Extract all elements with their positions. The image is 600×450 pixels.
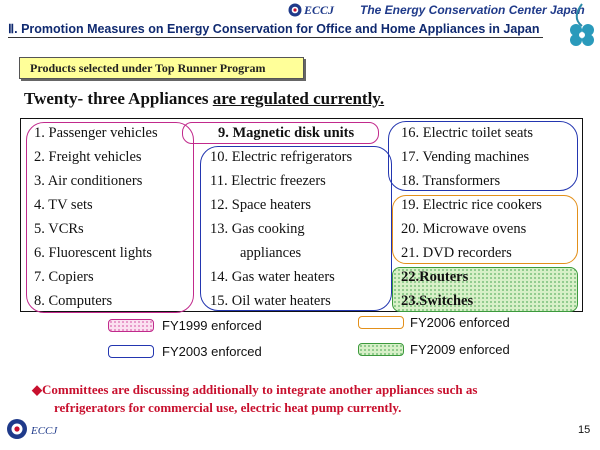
header-logo-text: ECCJ bbox=[304, 3, 335, 17]
appliance-item: 3. Air conditioners bbox=[34, 173, 143, 189]
eccj-footer-logo-icon bbox=[6, 418, 28, 440]
note-line-2: refrigerators for commercial use, electric heat pump currently. bbox=[54, 400, 402, 415]
appliance-item: 9. Magnetic disk units bbox=[218, 125, 355, 141]
appliance-item: 10. Electric refrigerators bbox=[210, 149, 353, 165]
legend-label-fy1999: FY1999 enforced bbox=[162, 318, 262, 333]
subtitle bbox=[24, 89, 384, 109]
diamond-bullet-icon: ◆ bbox=[32, 382, 42, 397]
clover-logo-icon bbox=[562, 2, 598, 48]
appliance-item: 22.Routers bbox=[401, 269, 469, 285]
appliance-item: 19. Electric rice cookers bbox=[401, 197, 542, 213]
appliance-item: 20. Microwave ovens bbox=[401, 221, 527, 237]
subtitle-part1: Twenty- three Appliances bbox=[24, 89, 213, 108]
appliance-item: appliances bbox=[240, 245, 302, 261]
appliance-item: 1. Passenger vehicles bbox=[34, 125, 158, 141]
appliance-item: 2. Freight vehicles bbox=[34, 149, 142, 165]
legend-swatch-fy1999 bbox=[108, 319, 154, 332]
slide-title: Ⅱ. Promotion Measures on Energy Conservation for Office and Home Appliances in Japan bbox=[8, 22, 540, 36]
page-number: 15 bbox=[578, 424, 591, 436]
legend-swatch-fy2006 bbox=[358, 316, 404, 329]
title-divider bbox=[8, 37, 543, 38]
legend-label-fy2003: FY2003 enforced bbox=[162, 344, 262, 359]
appliance-item: 6. Fluorescent lights bbox=[34, 245, 153, 261]
appliance-item: 14. Gas water heaters bbox=[210, 269, 335, 285]
appliance-item: 18. Transformers bbox=[401, 173, 501, 189]
appliance-item: 11. Electric freezers bbox=[210, 173, 326, 189]
legend-label-fy2006: FY2006 enforced bbox=[410, 315, 510, 330]
appliance-item: 5. VCRs bbox=[34, 221, 84, 237]
committee-note bbox=[32, 381, 572, 417]
legend-swatch-fy2009 bbox=[358, 343, 404, 356]
header-org-name: The Energy Conservation Center Japan bbox=[360, 3, 585, 17]
footer-logo-text: ECCJ bbox=[31, 425, 58, 437]
appliance-item: 7. Copiers bbox=[34, 269, 94, 285]
appliance-item: 23.Switches bbox=[401, 293, 474, 309]
appliance-item: 8. Computers bbox=[34, 293, 113, 309]
legend-label-fy2009: FY2009 enforced bbox=[410, 342, 510, 357]
subtitle-part2: are regulated currently. bbox=[212, 89, 385, 108]
appliance-item: 4. TV sets bbox=[34, 197, 93, 213]
appliance-item: 13. Gas cooking bbox=[210, 221, 305, 237]
appliance-item: 15. Oil water heaters bbox=[210, 293, 331, 309]
eccj-logo-icon bbox=[288, 3, 302, 17]
note-line-1 bbox=[32, 381, 572, 399]
appliance-item: 16. Electric toilet seats bbox=[401, 125, 534, 141]
legend-swatch-fy2003 bbox=[108, 345, 154, 358]
appliance-item: 17. Vending machines bbox=[401, 149, 530, 165]
appliance-item: 12. Space heaters bbox=[210, 197, 312, 213]
appliance-item: 21. DVD recorders bbox=[401, 245, 512, 261]
program-label: Products selected under Top Runner Program bbox=[19, 57, 304, 79]
note-line-1-text: Committees are discussing additionally to integrate another appliances such as bbox=[42, 382, 478, 397]
